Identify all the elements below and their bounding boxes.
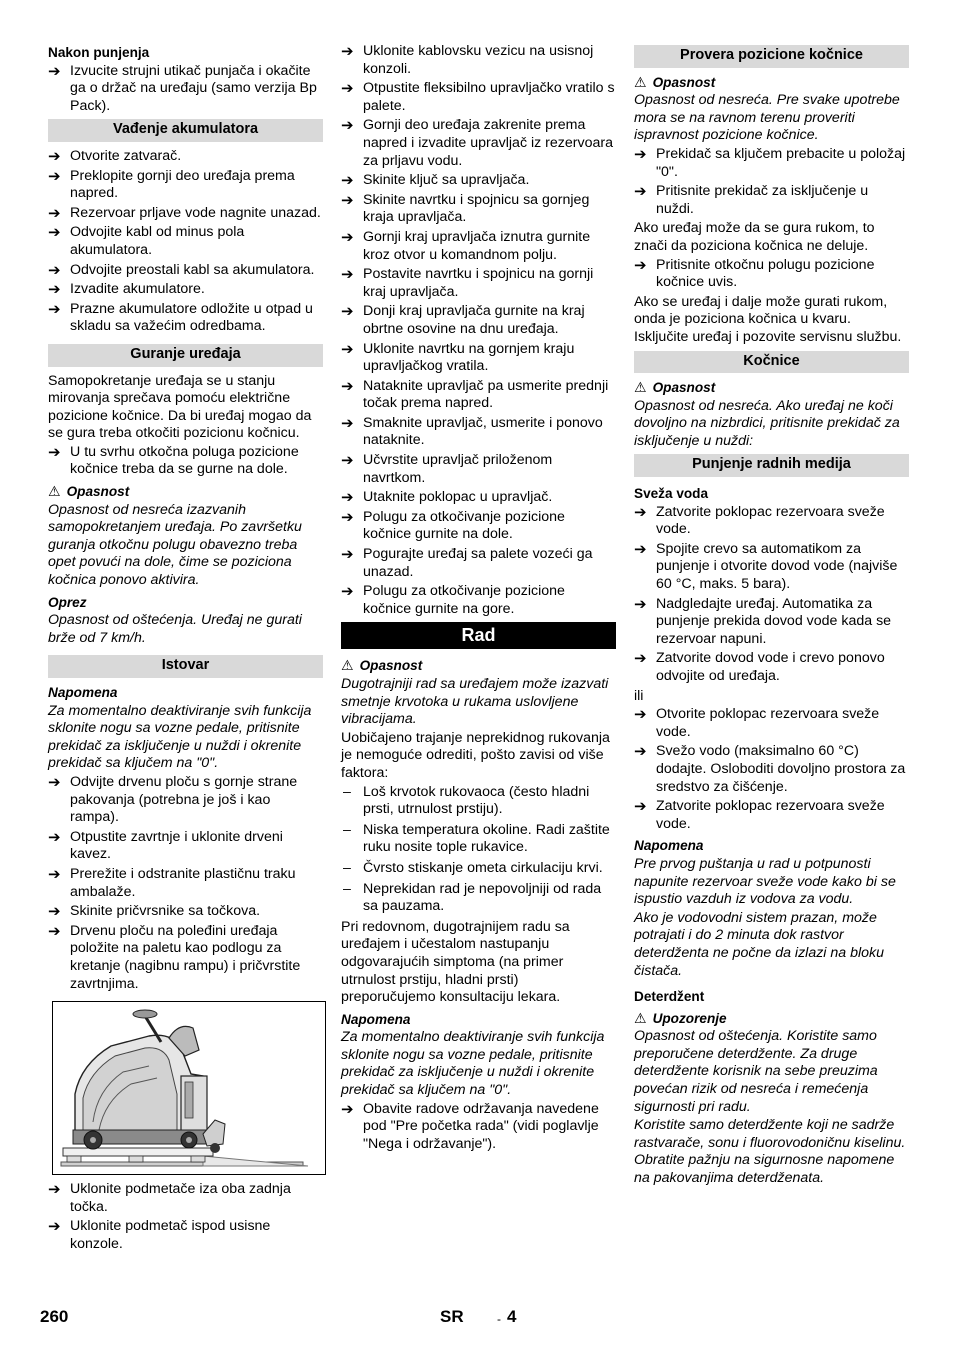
warning-text: Dugotrajniji rad sa uređajem može izazvati smetnje krvotoka u rukama uslovljene vibracijama. — [341, 676, 609, 728]
arrow-right-icon: ➔ — [48, 773, 61, 791]
warning-label: Upozorenje — [652, 1010, 727, 1026]
step-item — [341, 43, 616, 78]
step-item — [48, 262, 323, 280]
arrow-right-icon: ➔ — [341, 489, 354, 507]
arrow-right-icon: ➔ — [341, 80, 354, 98]
step-text: Skinite pričvrsnike sa točkova. — [70, 903, 261, 920]
arrow-right-icon: ➔ — [48, 261, 61, 279]
section-title-kocnice: Kočnice — [634, 351, 909, 374]
step-item — [48, 903, 323, 921]
machine-on-pallet-illustration — [52, 1001, 326, 1175]
arrow-right-icon: ➔ — [341, 228, 354, 246]
step-list — [634, 706, 909, 833]
step-item — [341, 509, 616, 544]
note-text: Pre prvog puštanja u rad u potpunosti napunite rezervoar sveže vode kako bi se ispustio vazduh iz vodova za vodu. — [634, 855, 896, 908]
step-list — [48, 1181, 323, 1253]
arrow-right-icon: ➔ — [341, 583, 354, 601]
step-text: Svežo vodo (maksimalno 60 °C) dodajte. Osloboditi dovoljno prostora za sredstvo za čišćenje. — [656, 743, 906, 795]
arrow-right-icon: ➔ — [634, 540, 647, 558]
step-text: Uklonite navrtku na gornjem kraju upravljačkog vratila. — [363, 340, 575, 375]
step-text: Otpustite zavrtnje i uklonite drveni kavez. — [70, 828, 283, 863]
note-heading: Napomena — [341, 1011, 411, 1027]
step-item — [341, 415, 616, 450]
step-list — [48, 774, 323, 993]
arrow-right-icon: ➔ — [341, 340, 354, 358]
step-item — [634, 183, 909, 218]
step-text: Spojite crevo sa automatikom za punjenje i otvorite dovod vode (najviše 60 °C, maks. 5 bara). — [656, 540, 898, 593]
step-text: Izvadite akumulatore. — [70, 281, 205, 298]
warning-heading — [341, 657, 616, 675]
step-item — [634, 257, 909, 292]
step-text: Pogurajte uređaj sa palete vozeći ga unazad. — [363, 546, 593, 580]
arrow-right-icon: ➔ — [341, 303, 354, 321]
step-item — [48, 923, 323, 993]
note-heading: Napomena — [634, 838, 704, 854]
step-text: Uklonite kablovsku vezicu na usisnoj konzoli. — [363, 43, 594, 77]
step-item — [634, 504, 909, 539]
step-text: Uklonite podmetače iza oba zadnja točka. — [70, 1181, 291, 1215]
step-list — [634, 257, 909, 292]
step-text: Zatvorite poklopac rezervoara sveže vode. — [656, 503, 885, 538]
step-item — [634, 706, 909, 741]
step-item — [48, 281, 323, 299]
step-text: Nadgledajte uređaj. Automatika za punjenje prekida dovod vode kada se rezervoar napuni. — [656, 595, 892, 647]
step-item — [48, 301, 323, 336]
arrow-right-icon: ➔ — [634, 145, 647, 163]
arrow-right-icon: ➔ — [48, 147, 61, 165]
step-item — [48, 148, 323, 166]
arrow-right-icon: ➔ — [341, 191, 354, 209]
column-middle — [341, 42, 616, 1155]
step-text: Donji kraj upravljača gurnite na kraj obrtne osovine na dnu uređaja. — [363, 303, 585, 337]
note-text: Za momentalno deaktiviranje svih funkcija sklonite nogu sa vozne pedale, pritisnite prekidač za isključenje u nuždi i okrenite prekidač sa ključem na "0". — [341, 1029, 605, 1099]
step-list — [48, 148, 323, 336]
step-text: Polugu za otkočivanje pozicione kočnice gurnite na gore. — [363, 583, 565, 617]
step-item — [48, 829, 323, 864]
arrow-right-icon: ➔ — [634, 503, 647, 521]
step-item — [48, 224, 323, 259]
caution-text: Opasnost od oštećenja. Uređaj ne gurati brže od 7 km/h. — [48, 612, 302, 646]
arrow-right-icon: ➔ — [634, 798, 647, 816]
warning-text: Opasnost od nesreća izazvanih samopokretanjem uređaja. Po završetku guranja otkočnu polugu obavezno treba opet povući na dole, čime se poziciona kočnica ponovo aktivira. — [48, 501, 302, 589]
warning-icon: ⚠ — [634, 1009, 647, 1026]
arrow-right-icon: ➔ — [341, 377, 354, 395]
warning-text: Koristite samo deterdžente koji ne sadrže rastvarače, sonu i fluorovodoničnu kiselinu. Obratite pažnju na sigurnosne napomene na pakovanjima deterdženata. — [634, 1117, 906, 1187]
paragraph: Ako uređaj može da se gura rukom, to znači da poziciona kočnica ne deluje. — [634, 220, 875, 254]
arrow-right-icon: ➔ — [48, 903, 61, 921]
step-text: Uklonite podmetač ispod usisne konzole. — [70, 1218, 271, 1252]
warning-heading — [48, 483, 323, 501]
step-item — [48, 866, 323, 901]
paragraph: Uobičajeno trajanje neprekidnog rukovanja je nemoguće odrediti, pošto zavisi od više faktora: — [341, 729, 610, 781]
arrow-right-icon: ➔ — [48, 443, 61, 461]
section-title-provera: Provera pozicione kočnice — [634, 45, 909, 68]
dash-text: Loš krvotok rukovaoca (često hladni prsti, utrnulost prstiju). — [363, 783, 590, 818]
step-list — [341, 43, 616, 618]
section-title-punjenje: Punjenje radnih medija — [634, 454, 909, 477]
warning-heading — [634, 74, 909, 92]
step-text: Gornji kraj upravljača iznutra gurnite kroz otvor u komandnom polju. — [363, 228, 591, 263]
note-heading: Napomena — [48, 685, 118, 700]
step-item — [634, 743, 909, 796]
arrow-right-icon: ➔ — [634, 743, 647, 761]
dash-item — [341, 822, 616, 857]
step-item — [341, 266, 616, 301]
column-right — [634, 42, 909, 1189]
paragraph: Samopokretanje uređaja se u stanju mirovanja sprečava pomoću električne pozicione kočnice. Da bi uređaj mogao da se gura treba otkočiti pozicionu kočnicu. — [48, 372, 312, 442]
arrow-right-icon: ➔ — [634, 183, 647, 201]
dash-item — [341, 881, 616, 916]
arrow-right-icon: ➔ — [341, 414, 354, 432]
arrow-right-icon: ➔ — [634, 256, 647, 274]
step-item — [341, 303, 616, 338]
dash-item — [341, 860, 616, 878]
warning-text: Opasnost od nesreća. Ako uređaj ne koči dovoljno na nizbrdici, pritisnite prekidač za isključenje u nuždi: — [634, 397, 900, 449]
step-list — [341, 1101, 616, 1154]
note-text: Ako je vodovodni sistem prazan, može potrajati i do 2 minuta dok rastvor deterdženta ne počne da izlazi na bloku čistača. — [634, 909, 885, 979]
step-text: Smaknite upravljač, usmerite i ponovo nataknite. — [363, 414, 603, 449]
machine-illustration-svg — [53, 1002, 325, 1174]
step-text: Pritisnite prekidač za isključenje u nuždi. — [656, 183, 869, 217]
dash-marker: – — [343, 880, 351, 897]
warning-icon: ⚠ — [341, 657, 354, 674]
step-item — [341, 172, 616, 190]
step-item — [48, 168, 323, 203]
step-text: Odvojite preostali kabl sa akumulatora. — [70, 261, 315, 278]
step-item — [634, 541, 909, 594]
step-item — [341, 489, 616, 507]
step-list — [48, 444, 323, 479]
dash-marker: – — [343, 859, 351, 876]
warning-label: Opasnost — [66, 484, 130, 500]
step-text: Postavite navrtku i spojnicu na gornji kraj upravljača. — [363, 266, 594, 300]
step-text: Skinite ključ sa upravljača. — [363, 172, 530, 189]
subheading-deterdzent: Deterdžent — [634, 989, 705, 1005]
page-number: 260 — [40, 1307, 69, 1326]
step-text: Drvenu ploču na poleđini uređaja položite na paletu kao podlogu za kretanje (nagibnu rampu) i pričvrstite zavrtnjima. — [70, 922, 301, 992]
step-item — [48, 63, 323, 116]
section-number: 4 — [507, 1307, 517, 1326]
arrow-right-icon: ➔ — [48, 62, 61, 80]
step-item — [48, 774, 323, 827]
note-text: Za momentalno deaktiviranje svih funkcija sklonite nogu sa vozne pedale, pritisnite prekidač za isključenje u nuždi i okrenite prekidač sa ključem na "0". — [48, 702, 312, 772]
step-item — [341, 583, 616, 618]
or-text: ili — [634, 687, 644, 704]
step-item — [341, 341, 616, 376]
dash-marker: – — [343, 783, 351, 800]
step-text: Otvorite poklopac rezervoara sveže vode. — [656, 706, 880, 740]
arrow-right-icon: ➔ — [48, 922, 61, 940]
step-item — [634, 596, 909, 649]
step-text: Polugu za otkočivanje pozicione kočnice gurnite na dole. — [363, 508, 565, 543]
step-text: Učvrstite upravljač priloženom navrtkom. — [363, 452, 553, 486]
arrow-right-icon: ➔ — [48, 204, 61, 222]
warning-heading — [634, 379, 909, 397]
arrow-right-icon: ➔ — [48, 865, 61, 883]
dash-item — [341, 784, 616, 819]
warning-heading — [634, 1010, 909, 1028]
arrow-right-icon: ➔ — [48, 828, 61, 846]
arrow-right-icon: ➔ — [341, 452, 354, 470]
warning-text: Opasnost od nesreća. Pre svake upotrebe mora se na ravnom terenu proveriti ispravnost pozicione kočnice. — [634, 92, 900, 144]
step-text: Zatvorite dovod vode i crevo ponovo odvojite od uređaja. — [656, 650, 885, 684]
arrow-right-icon: ➔ — [341, 508, 354, 526]
warning-label: Opasnost — [652, 74, 716, 90]
arrow-right-icon: ➔ — [48, 1218, 61, 1236]
arrow-right-icon: ➔ — [341, 266, 354, 284]
step-item — [48, 205, 323, 223]
warning-label: Opasnost — [652, 380, 716, 396]
chapter-title-rad: Rad — [341, 622, 616, 649]
warning-icon: ⚠ — [48, 483, 61, 500]
arrow-right-icon: ➔ — [48, 300, 61, 318]
step-item — [634, 650, 909, 685]
arrow-right-icon: ➔ — [634, 706, 647, 724]
step-item — [341, 117, 616, 170]
section-title-guranje: Guranje uređaja — [48, 344, 323, 367]
arrow-right-icon: ➔ — [634, 650, 647, 668]
step-item — [341, 192, 616, 227]
step-item — [48, 1181, 323, 1216]
step-item — [341, 80, 616, 115]
step-text: Rezervoar prljave vode nagnite unazad. — [70, 204, 321, 221]
step-text: Prekidač sa ključem prebacite u položaj "0". — [656, 145, 906, 180]
section-title-vadjenje: Vađenje akumulatora — [48, 119, 323, 142]
step-text: Gornji deo uređaja zakrenite prema napred i izvadite upravljač iz rezervoara za prljavu vodu. — [363, 117, 613, 169]
paragraph: Pri redovnom, dugotrajnijem radu sa uređajem i učestalom nastupanju odgovarajućih simptoma (na primer utrnulost prstiju, hladni prsti) preporučujemo konsultaciju lekara. — [341, 918, 570, 1006]
step-text: Pritisnite otkočnu polugu pozicione kočnice uvis. — [656, 256, 875, 291]
paragraph: Ako se uređaj i dalje može gurati rukom, onda je poziciona kočnica u kvaru. Isključite uređaj i pozovite servisnu službu. — [634, 293, 902, 345]
arrow-right-icon: ➔ — [634, 595, 647, 613]
dash-marker: – — [343, 821, 351, 838]
step-item — [48, 444, 323, 479]
dash-list — [341, 784, 616, 916]
arrow-right-icon: ➔ — [48, 167, 61, 185]
warning-text: Opasnost od oštećenja. Koristite samo preporučene deterdžente. Za druge deterdžente korisnik na sebe preuzima povećan rizik od nesreća i remećenja sigurnosti pri radu. — [634, 1028, 878, 1115]
step-list — [48, 63, 323, 116]
arrow-right-icon: ➔ — [341, 546, 354, 564]
arrow-right-icon: ➔ — [48, 1181, 61, 1199]
step-list — [634, 146, 909, 218]
step-item — [341, 229, 616, 264]
step-item — [634, 146, 909, 181]
subheading-sveza-voda: Sveža voda — [634, 486, 709, 502]
arrow-right-icon: ➔ — [341, 1100, 354, 1118]
arrow-right-icon: ➔ — [48, 224, 61, 242]
step-text: Izvucite strujni utikač punjača i okačite ga o držač na uređaju (samo verzija Bp Pack). — [70, 62, 317, 114]
step-text: Otvorite zatvarač. — [70, 147, 182, 164]
column-left — [48, 42, 323, 1255]
step-text: Utaknite poklopac u upravljač. — [363, 489, 553, 506]
step-text: Zatvorite poklopac rezervoara sveže vode. — [656, 798, 885, 832]
step-text: Nataknite upravljač pa usmerite prednji točak prema napred. — [363, 377, 609, 412]
step-text: Skinite navrtku i spojnicu sa gornjeg kraja upravljača. — [363, 191, 590, 226]
section-title-istovar: Istovar — [48, 655, 323, 678]
arrow-right-icon: ➔ — [341, 172, 354, 190]
footer-separator: - — [497, 1312, 501, 1326]
warning-label: Opasnost — [359, 658, 423, 674]
step-text: Prerežite i odstranite plastičnu traku ambalaže. — [70, 865, 296, 900]
caution-heading: Oprez — [48, 594, 87, 610]
step-item — [341, 546, 616, 581]
arrow-right-icon: ➔ — [341, 43, 354, 60]
step-item — [341, 378, 616, 413]
step-item — [341, 1101, 616, 1154]
dash-text: Čvrsto stiskanje ometa cirkulaciju krvi. — [363, 859, 603, 876]
step-text: U tu svrhu otkočna poluga pozicione kočnice treba da se gurne na dole. — [70, 443, 299, 478]
warning-icon: ⚠ — [634, 73, 647, 90]
subheading-nakon: Nakon punjenja — [48, 45, 150, 60]
step-text: Preklopite gornji deo uređaja prema napred. — [70, 167, 295, 202]
step-text: Otpustite fleksibilno upravljačko vratilo s palete. — [363, 80, 615, 114]
step-item — [341, 452, 616, 487]
step-list — [634, 504, 909, 686]
dash-text: Neprekidan rad je nepovoljniji od rada sa pauzama. — [363, 880, 602, 915]
warning-icon: ⚠ — [634, 379, 647, 396]
step-item — [634, 798, 909, 833]
step-text: Prazne akumulatore odložite u otpad u skladu sa važećim odredbama. — [70, 300, 313, 335]
language-code: SR — [440, 1307, 464, 1326]
step-text: Odvojite kabl od minus pola akumulatora. — [70, 224, 245, 258]
step-text: Odvijte drvenu ploču s gornje strane pakovanja (potrebna je još i kao rampa). — [70, 773, 298, 826]
dash-text: Niska temperatura okoline. Radi zaštite ruku nosite tople rukavice. — [363, 821, 610, 856]
step-text: Obavite radove održavanja navedene pod "Pre početka rada" (vidi poglavlje "Nega i održavanje"). — [363, 1100, 599, 1152]
arrow-right-icon: ➔ — [48, 281, 61, 299]
arrow-right-icon: ➔ — [341, 117, 354, 135]
step-item — [48, 1218, 323, 1253]
